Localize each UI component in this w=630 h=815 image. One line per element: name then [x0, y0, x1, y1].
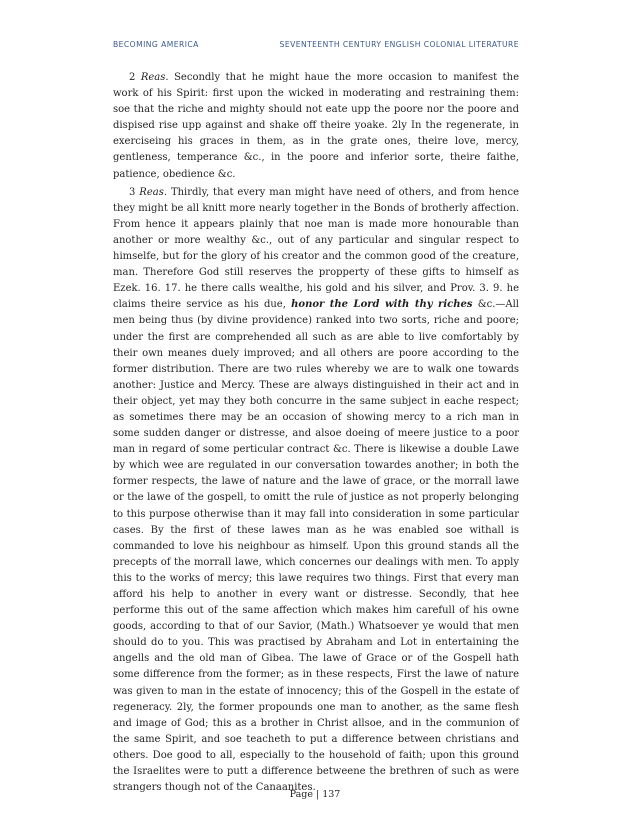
paragraph-text: . Secondly that he might haue the more occasion to manifest the work of his Spirit: first upon the wicked in moderating and restraining them: soe that the riche and mighty should not eate upp the poore nor the poore and dispised rise upp against and shake off theire yoake. 2ly In the regenerate, in exerciseing his graces in them, as in the grate ones, theire love, mercy, gentleness, temperance &c., in the poore and inferior sorte, theire faithe, patience, obedience &c. [113, 72, 519, 180]
emphasized-quotation: honor the Lord with thy riches [291, 299, 473, 311]
paragraph-text-part-2: &c.—All men being thus (by divine providence) ranked into two sorts, riche and poore; under the first are comprehended all such as are able to live comfortably by their own meanes duely improved; and all others are poore according to the former distribution. There are two rules whereby we are to walk one towards another: Justice and Mercy. These are always distinguished in their act and in their object, yet may they both concurre in the same subject in eache respect; as sometimes there may be an occasion of showing mercy to a rich man in some sudden danger or distresse, and alsoe doeing of meere justice to a poor man in regard of some perticular contract &c. There is likewise a double Lawe by which wee are regulated in our conversation towardes another; in both the former respects, the lawe of nature and the lawe of grace, or the morrall lawe or the lawe of the gospell, to omitt the rule of justice as not properly belonging to this purpose otherwise than it may fall into consideration in some particular cases. By the first of these lawes man as he was enabled soe withall is commanded to love his neighbour as himself. Upon this ground stands all the precepts of the morrall lawe, which concernes our dealings with men. To apply this to the works of mercy; this lawe requires two things. First that every man afford his help to another in every want or distresse. Secondly, that hee performe this out of the same affection which makes him carefull of his owne goods, according to that of our Savior, (Math.) Whatsoever ye would that men should do to you. This was practised by Abraham and Lot in entertaining the angells and the old man of Gibea. The lawe of Grace or of the Gospell hath some difference from the former; as in these respects, First the lawe of nature was given to man in the estate of innocency; this of the Gospell in the estate of regeneracy. 2ly, the former propounds one man to another, as the same flesh and image of God; this as a brother in Christ allsoe, and in the communion of the same Spirit, and soe teacheth to put a difference between christians and others. Doe good to all, especially to the household of faith; upon this ground the Israelites were to putt a difference betweene the brethren of such as were strangers though not of the Canaanites. [113, 299, 519, 794]
paragraph-reason-3 [113, 185, 519, 797]
page-label: Page | [289, 789, 323, 800]
header-section-title: SEVENTEENTH CENTURY ENGLISH COLONIAL LITERATURE [279, 40, 519, 49]
page-footer [0, 789, 630, 800]
paragraph-number: 3 [129, 186, 140, 198]
paragraph-text-part-1: . Thirdly, that every man might have need of others, and from hence they might be all knitt more nearly together in the Bonds of brotherly affection. From hence it appears plainly that noe man is made more honourable than another or more wealthy &c., out of any particular and singular respect to himselfe, but for the glory of his creator and the common good of the creature, man. Therefore God still reserves the propperty of these gifts to himself as Ezek. 16. 17. he there calls wealthe, his gold and his silver, and Prov. 3. 9. he claims theire service as his due, [113, 186, 519, 311]
page-body [113, 70, 519, 796]
paragraph-label: Reas [140, 72, 166, 83]
paragraph-number: 2 [129, 72, 141, 83]
page-number: 137 [322, 789, 341, 800]
running-header [113, 40, 519, 49]
header-book-title: BECOMING AMERICA [113, 40, 199, 49]
paragraph-reason-2 [113, 70, 519, 183]
paragraph-label: Reas [139, 186, 164, 198]
